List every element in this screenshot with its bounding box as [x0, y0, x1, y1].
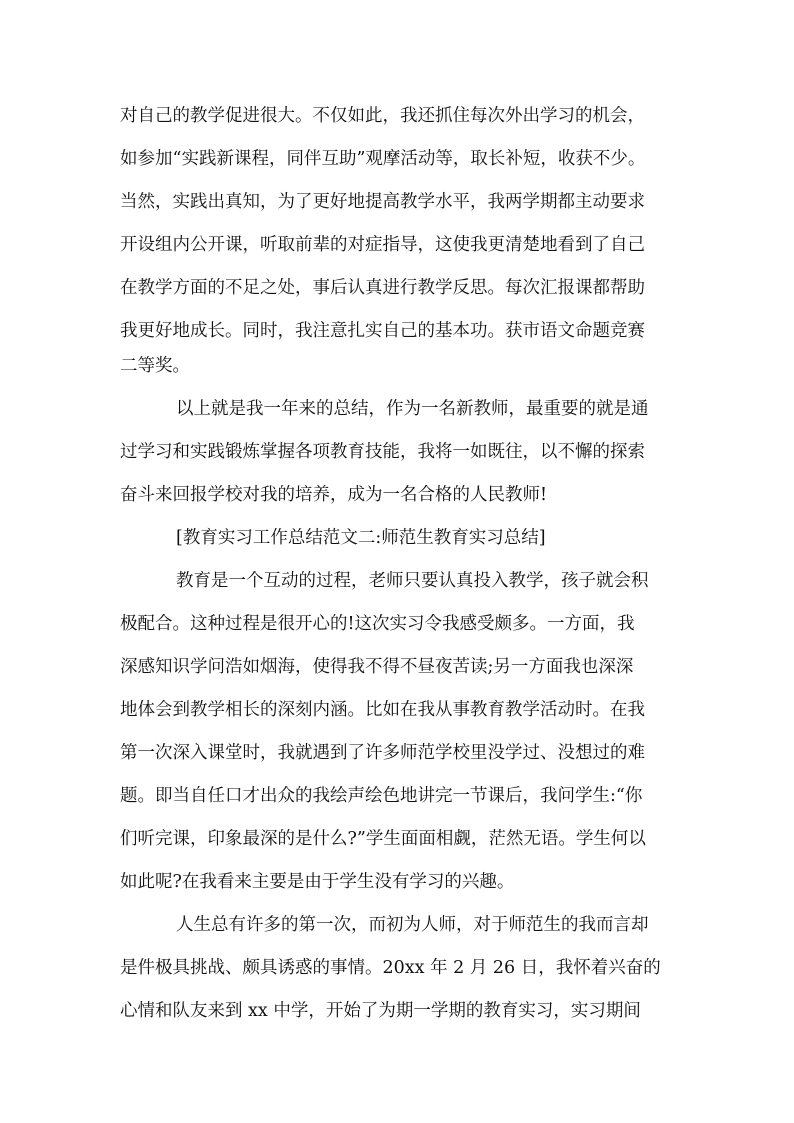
text-line: 题。即当自任口才出众的我绘声绘色地讲完一节课后，我问学生:“你: [120, 786, 643, 806]
text-line: 地体会到教学相长的深刻内涵。比如在我从事教育教学活动时。在我: [120, 700, 645, 720]
section-heading: [教育实习工作总结范文二:师范生教育实习总结]: [176, 528, 546, 548]
text-line: 们听完课，印象最深的是什么?”学生面面相觑，茫然无语。学生何以: [120, 829, 646, 849]
paragraph-start-line: 人生总有许多的第一次，而初为人师，对于师范生的我而言却: [176, 915, 649, 935]
paragraph-start-line: 教育是一个互动的过程，老师只要认真投入教学，孩子就会积: [176, 571, 649, 591]
text-line: 过学习和实践锻炼掌握各项教育技能，我将一如既往，以不懈的探索: [120, 442, 645, 462]
text-line: 对自己的教学促进很大。不仅如此，我还抓住每次外出学习的机会，: [120, 106, 645, 126]
text-line: 深感知识学问浩如烟海，使得我不得不昼夜苦读;另一方面我也深深: [120, 657, 634, 677]
text-line: 开设组内公开课，听取前辈的对症指导，这使我更清楚地看到了自己: [120, 235, 645, 255]
text-line: 如此呢?在我看来主要是由于学生没有学习的兴趣。: [120, 872, 515, 892]
text-line: 第一次深入课堂时，我就遇到了许多师范学校里没学过、没想过的难: [120, 743, 645, 763]
text-line: 在教学方面的不足之处，事后认真进行教学反思。每次汇报课都帮助: [120, 278, 645, 298]
text-line: 奋斗来回报学校对我的培养，成为一名合格的人民教师!: [120, 485, 548, 505]
text-line: 二等奖。: [120, 356, 190, 376]
text-line: 极配合。这种过程是很开心的!这次实习令我感受颇多。一方面，我: [120, 614, 635, 634]
text-line: 心情和队友来到 xx 中学，开始了为期一学期的教育实习，实习期间: [120, 1001, 641, 1021]
text-line: 如参加“实践新课程，同伴互助”观摩活动等，取长补短，收获不少。: [120, 149, 646, 169]
paragraph-start-line: 以上就是我一年来的总结，作为一名新教师，最重要的就是通: [176, 399, 649, 419]
text-line: 是件极具挑战、颇具诱惑的事情。20xx 年 2 月 26 日，我怀着兴奋的: [120, 958, 661, 978]
text-line: 当然，实践出真知，为了更好地提高教学水平，我两学期都主动要求: [120, 192, 645, 212]
text-line: 我更好地成长。同时，我注意扎实自己的基本功。获市语文命题竞赛: [120, 321, 645, 341]
